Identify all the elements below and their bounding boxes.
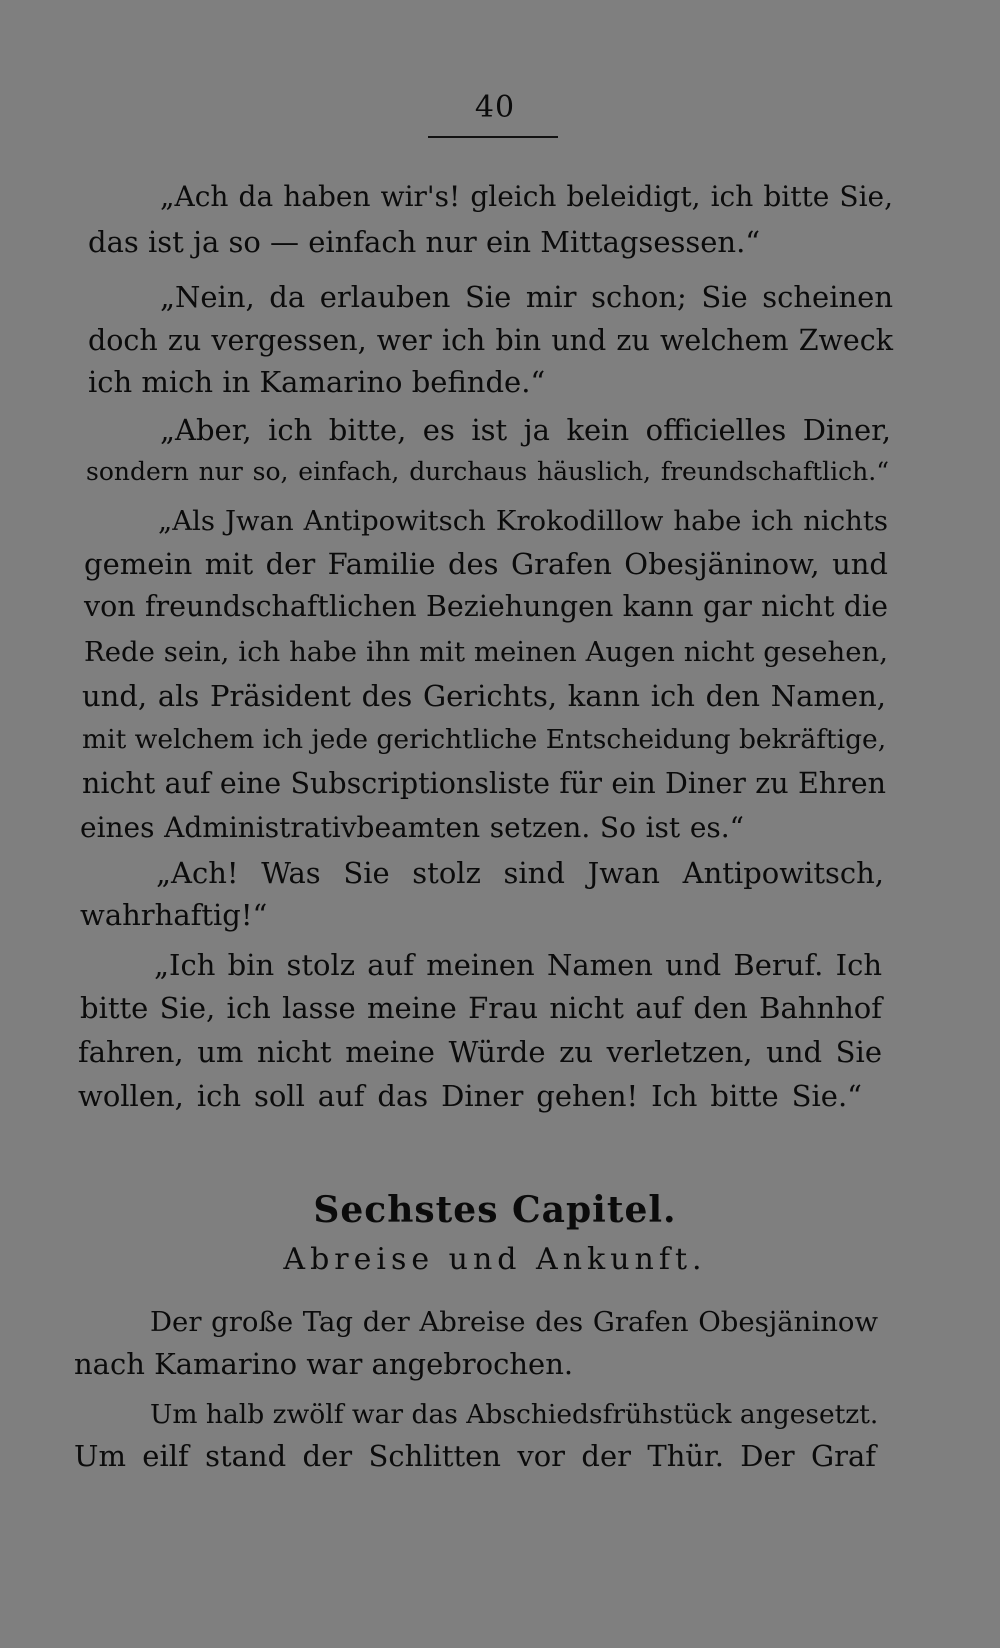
text-line: „Ach da haben wir's! gleich beleidigt, ich bitte Sie, bbox=[160, 180, 893, 213]
text-line: das ist ja so — einfach nur ein Mittagsessen.“ bbox=[88, 225, 761, 259]
text-line: und, als Präsident des Gerichts, kann ich den Namen, bbox=[82, 679, 886, 713]
header-rule bbox=[428, 136, 558, 138]
text-line: gemein mit der Familie des Grafen Obesjäninow, und bbox=[84, 547, 888, 581]
text-line: wollen, ich soll auf das Diner gehen! Ich bitte Sie.“ bbox=[78, 1079, 862, 1113]
text-line: bitte Sie, ich lasse meine Frau nicht auf den Bahnhof bbox=[80, 991, 882, 1025]
text-line: mit welchem ich jede gerichtliche Entscheidung bekräftige, bbox=[82, 724, 887, 755]
text-line: ich mich in Kamarino befinde.“ bbox=[88, 365, 546, 399]
text-line: „Aber, ich bitte, es ist ja kein officielles Diner, bbox=[160, 413, 891, 447]
text-line: „Ich bin stolz auf meinen Namen und Beruf. Ich bbox=[154, 948, 882, 982]
text-line: fahren, um nicht meine Würde zu verletzen, und Sie bbox=[78, 1035, 882, 1069]
text-line: nicht auf eine Subscriptionsliste für ein Diner zu Ehren bbox=[82, 767, 886, 800]
text-line: eines Administrativbeamten setzen. So ist es.“ bbox=[80, 811, 744, 844]
text-line: Um eilf stand der Schlitten vor der Thür. Der Graf bbox=[74, 1439, 876, 1473]
text-line: doch zu vergessen, wer ich bin und zu welchem Zweck bbox=[88, 324, 893, 357]
text-line: „Als Jwan Antipowitsch Krokodillow habe ich nichts bbox=[158, 505, 888, 537]
text-line: Rede sein, ich habe ihn mit meinen Augen nicht gesehen, bbox=[84, 636, 888, 668]
text-line: Um halb zwölf war das Abschiedsfrühstück angesetzt. bbox=[150, 1399, 879, 1430]
text-line: „Nein, da erlauben Sie mir schon; Sie scheinen bbox=[160, 280, 893, 314]
chapter-subtitle: Abreise und Ankunft. bbox=[283, 1242, 707, 1277]
text-line: von freundschaftlichen Beziehungen kann gar nicht die bbox=[84, 590, 888, 623]
chapter-title: Sechstes Capitel. bbox=[313, 1189, 677, 1231]
text-line: sondern nur so, einfach, durchaus häuslich, freundschaftlich.“ bbox=[86, 457, 889, 486]
page-number: 40 bbox=[474, 90, 516, 125]
text-line: „Ach! Was Sie stolz sind Jwan Antipowitsch, bbox=[156, 856, 884, 890]
text-line: wahrhaftig!“ bbox=[80, 898, 268, 932]
text-line: nach Kamarino war angebrochen. bbox=[74, 1347, 574, 1381]
text-line: Der große Tag der Abreise des Grafen Obesjäninow bbox=[150, 1306, 878, 1338]
